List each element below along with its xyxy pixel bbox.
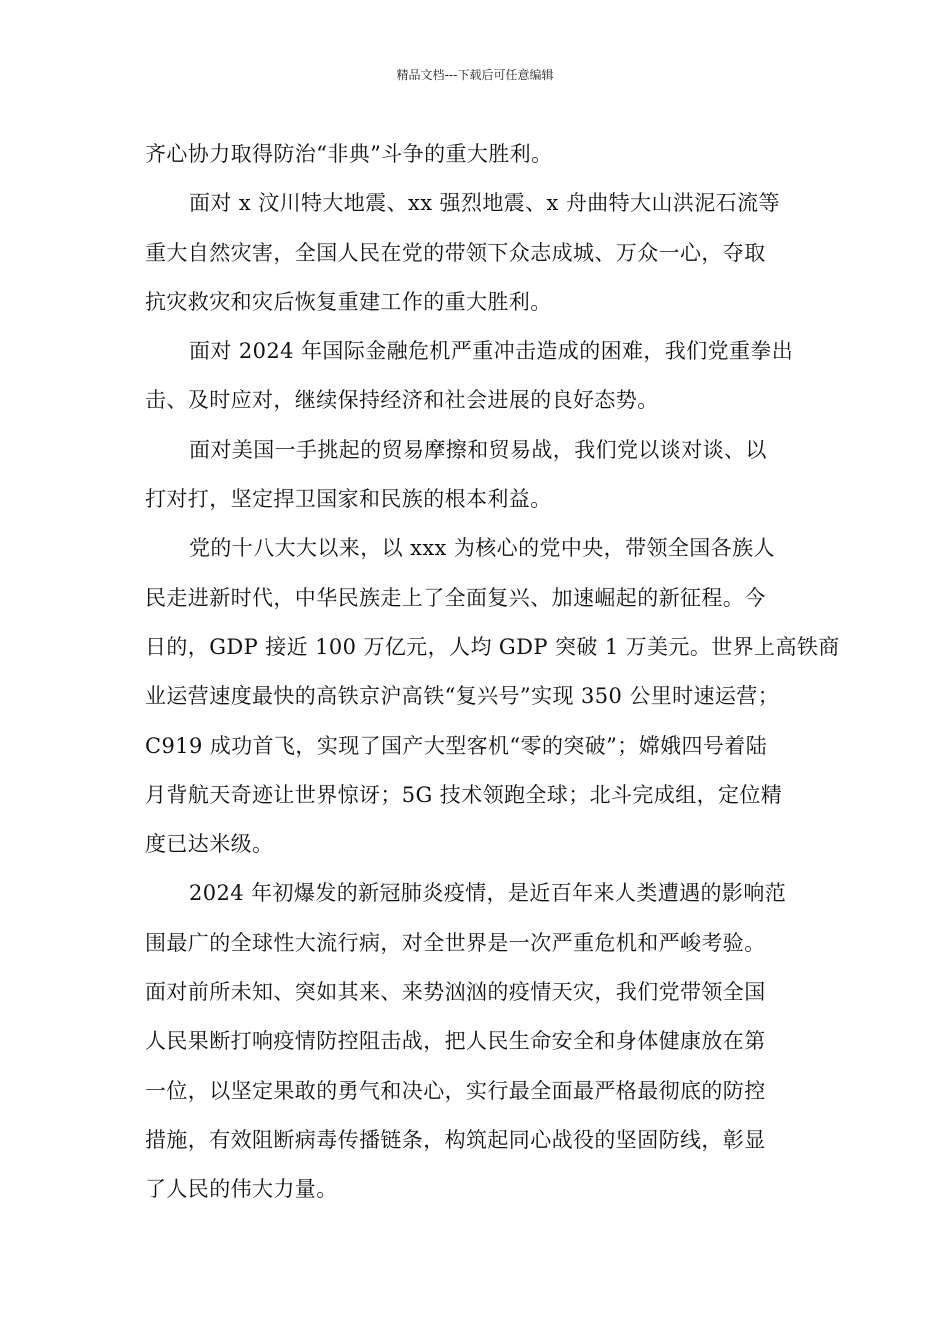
document-body (145, 130, 840, 1215)
text-line: 度已达米级。 (145, 832, 274, 857)
text-line: 人民果断打响疫情防控阻击战，把人民生命安全和身体健康放在第 (145, 1029, 766, 1054)
text-line: 重大自然灾害，全国人民在党的带领下众志成城、万众一心，夺取 (145, 240, 766, 265)
text-line: 2024 年初爆发的新冠肺炎疫情，是近百年来人类遭遇的影响范 (189, 881, 787, 906)
text-line: 了人民的伟大力量。 (145, 1177, 338, 1202)
text-line: 击、及时应对，继续保持经济和社会进展的良好态势。 (145, 388, 659, 413)
paragraph (145, 130, 825, 179)
text-line: 业运营速度最快的高铁京沪高铁“复兴号”实现 350 公里时速运营； (145, 684, 780, 709)
text-line: 民走进新时代，中华民族走上了全面复兴、加速崛起的新征程。今 (145, 585, 766, 610)
paragraph (145, 426, 825, 525)
paragraph (145, 179, 825, 327)
text-line: 日的，GDP 接近 100 万亿元，人均 GDP 突破 1 万美元。世界上高铁商 (145, 634, 840, 659)
paragraph (145, 524, 840, 869)
paragraph (145, 869, 825, 1214)
text-line: 党的十八大大以来，以 xxx 为核心的党中央，带领全国各族人 (189, 536, 775, 561)
text-line: 围最广的全球性大流行病，对全世界是一次严重危机和严峻考验。 (145, 930, 766, 955)
text-line: 面对 x 汶川特大地震、xx 强烈地震、x 舟曲特大山洪泥石流等 (189, 191, 780, 216)
text-line: 一位，以坚定果敢的勇气和决心，实行最全面最严格最彻底的防控 (145, 1078, 766, 1103)
text-line: 月背航天奇迹让世界惊讶；5G 技术领跑全球；北斗完成组，定位精 (145, 782, 783, 807)
text-line: 抗灾救灾和灾后恢复重建工作的重大胜利。 (145, 289, 552, 314)
page-header: 精品文档---下载后可任意编辑 (396, 68, 554, 82)
text-line: 面对 2024 年国际金融危机严重冲击造成的困难，我们党重拳出 (189, 339, 794, 364)
text-line: 打对打，坚定捍卫国家和民族的根本利益。 (145, 487, 552, 512)
text-line: 面对前所未知、突如其来、来势汹汹的疫情天灾，我们党带领全国 (145, 980, 766, 1005)
paragraph (145, 327, 825, 426)
text-line: 齐心协力取得防治“非典”斗争的重大胜利。 (145, 142, 553, 166)
text-line: C919 成功首飞，实现了国产大型客机“零的突破”；嫦娥四号着陆 (145, 733, 768, 758)
text-line: 措施，有效阻断病毒传播链条，构筑起同心战役的坚固防线，彰显 (145, 1127, 766, 1152)
text-line: 面对美国一手挑起的贸易摩擦和贸易战，我们党以谈对谈、以 (189, 437, 767, 462)
